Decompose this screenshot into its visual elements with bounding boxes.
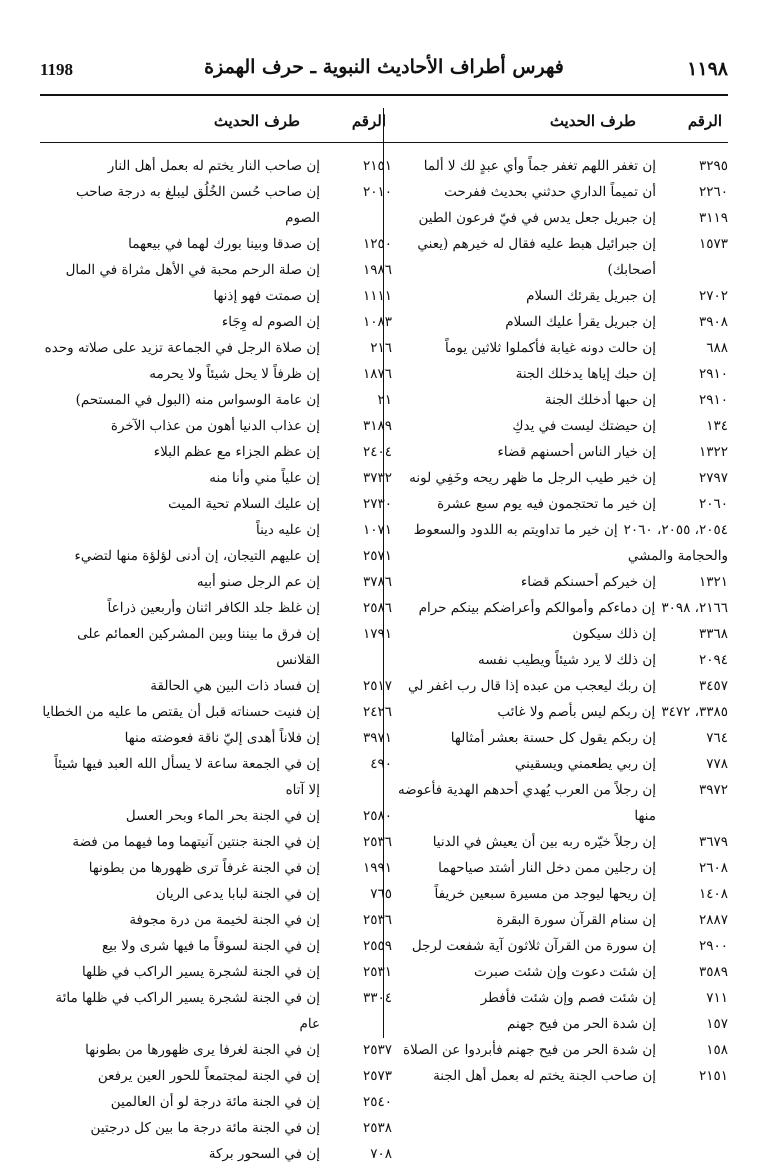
entry-number: ٣٧٣٢ [362,470,392,486]
entry-hadith-text: إن في الجنة مائة درجة ما بين كل درجتين [90,1120,320,1136]
entry-number: ٢٩٠٠ [698,938,728,954]
index-entry [376,699,728,725]
entry-number: ٢٥٣٧ [362,1042,392,1058]
index-entry [40,1089,392,1115]
entry-number: ١٣٢١ [698,574,728,590]
index-entry [40,361,392,387]
entry-hadith-text: إن في السحور بركة [208,1146,320,1162]
entry-number: ٢٤٢٦ [362,704,392,720]
page-title: فهرس أطراف الأحاديث النبوية ـ حرف الهمزة [204,56,564,78]
entry-number: ٢١٦ [370,340,392,356]
entry-hadith-text: إن فنيت حسناته قبل أن يقتص ما عليه من الخطايا [42,704,320,720]
index-entry [40,543,392,569]
entry-hadith-text: إن غلظ جلد الكافر اثنان وأربعين ذراعاً [107,600,320,616]
entry-number: ٣٩٧١ [362,730,392,746]
left-column [40,108,392,1167]
entry-number: ٢٥٣١ [362,964,392,980]
entry-number: ٢٥٣٦ [362,912,392,928]
index-entry [40,439,392,465]
entry-hadith-text: إن صلاة الرجل في الجماعة تزيد على صلاته وحده [44,340,320,356]
index-entry [376,517,728,569]
entry-number: ١٩٨٦ [362,262,392,278]
entry-hadith-text: إن صاحب الجنة يختم له بعمل أهل الجنة [433,1068,656,1084]
index-entry [40,231,392,257]
index-entry [40,621,392,673]
number-column-label: الرقم [687,112,722,130]
entry-hadith-text: إن تغفر اللهم تغفر جماً وأي عبدٍ لك لا ألما [423,158,656,174]
entry-hadith-text: إن سنام القرآن سورة البقرة [496,912,656,928]
entry-hadith-text: إن عليه ديناً [255,522,320,538]
index-entry [376,881,728,907]
entry-hadith-text: إن جبريل يقرأ عليك السلام [505,314,656,330]
index-entry [40,803,392,829]
index-entry [376,153,728,179]
entry-hadith-text: إن خير ما تداويتم به اللدود والسعوط والحجامة والمشي [413,522,728,564]
entry-hadith-text: إن في الجنة بحر الماء وبحر العسل [125,808,320,824]
entry-number: ٢٩١٠ [698,392,728,408]
entry-number: ٢٥٤٠ [362,1094,392,1110]
entry-hadith-text: إن ربكم يقول كل حسنة بعشر أمثالها [450,730,656,746]
index-entry [376,439,728,465]
index-entry [376,387,728,413]
index-entry [40,699,392,725]
index-entry [376,465,728,491]
index-entry [376,335,728,361]
entry-hadith-text: إن ريحها ليوجد من مسيرة سبعين خريفاً [434,886,656,902]
index-entry [40,1141,392,1167]
entry-number: ١٠٨٣ [362,314,392,330]
entry-number: ٤٩٠ [370,756,392,772]
entry-hadith-text: إن ربك ليعجب من عبده إذا قال رب اغفر لي [408,678,656,694]
entry-hadith-text: إن عذاب الدنيا أهون من عذاب الآخرة [110,418,320,434]
entry-hadith-text: إن خيركم أحسنكم قضاء [520,574,656,590]
index-entry [40,179,392,231]
entry-hadith-text: إن عظم الجزاء مع عظم البلاء [153,444,320,460]
index-entry [376,283,728,309]
entry-number: ١٤٠٨ [698,886,728,902]
index-entry [376,673,728,699]
index-entry [40,387,392,413]
index-entry [376,491,728,517]
entry-hadith-text: إن خير ما تحتجمون فيه يوم سبع عشرة [437,496,656,512]
header-rule [40,94,728,96]
entry-hadith-text: إن ذلك سيكون [572,626,656,642]
index-entry [40,335,392,361]
entry-number: ٢٥١٧ [362,678,392,694]
entry-number: ٢١ [377,392,392,408]
entry-hadith-text: إن عم الرجل صنو أبيه [196,574,320,590]
entry-hadith-text: إن صدقا وبينا بورك لهما في بيعهما [128,236,320,252]
entry-number: ٣٣٠٤ [362,990,392,1006]
entry-number: ٢٤٠٤ [362,444,392,460]
entry-hadith-text: إن في الجمعة ساعة لا يسأل الله العبد فيها شيئاً إلا آتاه [54,756,320,798]
entry-number: ٢٥٥٩ [362,938,392,954]
index-entry [376,361,728,387]
index-entry [40,907,392,933]
entry-hadith-text: إن حيضتك ليست في يدكِ [512,418,656,434]
index-entry [40,569,392,595]
hadith-column-label: طرف الحديث [549,112,636,130]
left-column-header [40,108,392,143]
entry-number: ٣١١٩ [698,210,728,226]
entry-hadith-text: إن رجلاً خيّره ربه بين أن يعيش في الدنيا [432,834,656,850]
index-entry [40,1037,392,1063]
entry-hadith-text: إن علياً مني وأنا منه [209,470,320,486]
index-entry [40,881,392,907]
index-entry [40,725,392,751]
page-number-arabic: ١١٩٨ [687,58,728,80]
entry-hadith-text: إن حبك إياها يدخلك الجنة [515,366,656,382]
entry-number: ٣٣٨٥، ٣٤٧٢ [661,704,728,720]
entry-number: ٣٦٧٩ [698,834,728,850]
index-entry [40,1063,392,1089]
entry-number: ٢٦٠٨ [698,860,728,876]
entry-number: ٢٧٠٢ [698,288,728,304]
index-entry [40,465,392,491]
entry-number: ٣٥٨٩ [698,964,728,980]
entry-number: ٢٠٦٠ [698,496,728,512]
entry-number: ١٠٧١ [362,522,392,538]
index-entry [40,595,392,621]
page-header [40,56,728,90]
entry-number: ١٢٥٠ [362,236,392,252]
entry-hadith-text: إن في الجنة لغرفا يرى ظهورها من بطونها [85,1042,320,1058]
index-entry [40,1115,392,1141]
entry-hadith-text: إن ذلك لا يرد شيئاً ويطيب نفسه [478,652,656,668]
entry-hadith-text: إن جبريل جعل يدس في فيّ فرعون الطين [418,210,656,226]
entry-hadith-text: إن حالت دونه غيابة فأكملوا ثلاثين يوماً [445,340,656,356]
index-entry [376,777,728,829]
entry-number: ٢٥٧١ [362,548,392,564]
entry-hadith-text: إن حبها أدخلك الجنة [544,392,656,408]
entry-number: ٢٠١٠ [362,184,392,200]
index-entry [376,1063,728,1089]
entry-number: ٣١٨٩ [362,418,392,434]
entry-number: ٣٩٠٨ [698,314,728,330]
entry-hadith-text: إن في الجنة لسوقاً ما فيها شرى ولا بيع [101,938,320,954]
index-entry [40,985,392,1037]
index-entry [376,725,728,751]
page-number-latin: 1198 [40,60,74,79]
entry-number: ١٧٩١ [362,626,392,642]
entry-number: ١٨٧٦ [362,366,392,382]
number-column-label: الرقم [351,112,386,130]
index-entry [376,231,728,283]
index-entry [40,751,392,803]
index-entry [40,283,392,309]
index-entry [376,855,728,881]
index-entry [376,1011,728,1037]
entry-number: ٢٧٣٠ [362,496,392,512]
index-entry [40,257,392,283]
entry-hadith-text: إن صاحب النار يختم له بعمل أهل النار [107,158,320,174]
entry-hadith-text: إن شدة الحر من فيح جهنم فأبردوا عن الصلاة [403,1042,656,1058]
entry-hadith-text: إن خيار الناس أحسنهم قضاء [497,444,656,460]
entry-number: ٣٣٦٨ [698,626,728,642]
index-entry [376,179,728,205]
index-entry [40,673,392,699]
entry-number: ٢٥٣٦ [362,834,392,850]
index-entry [376,413,728,439]
entry-number: ١٥٨ [706,1042,728,1058]
entry-hadith-text: إن عليك السلام تحية الميت [168,496,320,512]
entry-hadith-text: إن الصوم له وِجَاء [221,314,320,330]
right-column-header [376,108,728,143]
entry-number: ٢٨٨٧ [698,912,728,928]
entry-number: ٧٠٨ [370,1146,392,1162]
entry-hadith-text: إن في الجنة لشجرة يسير الراكب في ظلها مائة عام [55,990,320,1032]
index-entry [376,829,728,855]
entry-hadith-text: إن فساد ذات البين هي الحالقة [150,678,320,694]
index-entry [376,959,728,985]
entry-hadith-text: إن عليهم التيجان، إن أدنى لؤلؤة منها لتضيء [74,548,320,564]
entry-hadith-text: إن دماءكم وأموالكم وأعراضكم بينكم حرام [418,600,656,616]
index-entry [376,933,728,959]
index-entry [40,309,392,335]
index-entry [376,647,728,673]
entry-hadith-text: إن رجلين ممن دخل النار أشتد صياحهما [438,860,656,876]
index-entry [376,569,728,595]
index-entry [40,933,392,959]
entry-number: ١٥٧ [706,1016,728,1032]
entry-number: ٢٢٦٠ [698,184,728,200]
entry-number: ٢٥٨٠ [362,808,392,824]
entry-hadith-text: إن رجلاً من العرب يُهدي أحدهم الهدية فأعوضه منها [397,782,656,824]
entry-hadith-text: إن ربي يطعمني ويسقيني [514,756,656,772]
index-entry [376,1037,728,1063]
entry-hadith-text: إن صاحب حُسن الخُلُق ليبلغ به درجة صاحب الصوم [75,184,320,226]
entry-hadith-text: إن صمتت فهو إذنها [213,288,320,304]
entry-hadith-text: إن في الجنة غرفاً ترى ظهورها من بطونها [88,860,320,876]
entry-hadith-text: إن جبريل يقرئك السلام [526,288,656,304]
index-entry [376,907,728,933]
entry-number: ١٣٢٢ [698,444,728,460]
index-entry [40,413,392,439]
entry-number: ٣٤٥٧ [698,678,728,694]
entry-number: ٢٠٩٤ [698,652,728,668]
entry-hadith-text: إن في الجنة مائة درجة لو أن العالمين [110,1094,320,1110]
entry-number: ١٣٤ [706,418,728,434]
entry-hadith-text: إن في الجنة لخيمة من درة مجوفة [129,912,320,928]
entry-hadith-text: إن خير طيب الرجل ما ظهر ريحه وخَفِي لونه [409,470,656,486]
index-entry [376,621,728,647]
entry-hadith-text: إن في الجنة لبابا يدعى الريان [155,886,320,902]
entry-hadith-text: إن شدة الحر من فيح جهنم [507,1016,656,1032]
entry-number: ٣٩٧٢ [698,782,728,798]
entry-number: ٢٠٥٤، ٢٠٥٥، ٢٠٦٠ [623,522,728,538]
entry-number: ٣٢٩٥ [698,158,728,174]
entry-number: ٧٦٤ [706,730,728,746]
entry-hadith-text: إن فرق ما بيننا وبين المشركين العمائم على القلانس [77,626,320,668]
entry-hadith-text: إن ظرفاً لا يحل شيئاً ولا يحرمه [149,366,320,382]
entry-hadith-text: إن صلة الرحم محبة في الأهل مثراة في المال [65,262,320,278]
index-entry [40,491,392,517]
index-entry [40,829,392,855]
index-entry [376,205,728,231]
entry-number: ١٩٩١ [362,860,392,876]
entry-number: ٢١٦٦، ٣٠٩٨ [661,600,728,616]
entry-number: ٢٥٨٦ [362,600,392,616]
entry-hadith-text: إن في الجنة جنتين آنيتهما وما فيهما من فضة [72,834,320,850]
entry-hadith-text: إن عامة الوسواس منه (البول في المستحم) [75,392,320,408]
entry-number: ٧٧٨ [706,756,728,772]
index-entry [40,959,392,985]
entry-hadith-text: إن شئت دعوت وإن شئت صبرت [473,964,656,980]
index-entry [40,517,392,543]
index-entry [376,751,728,777]
entry-hadith-text: أن تميماً الداري حدثني بحديث ففرحت [444,184,656,200]
index-entry [40,855,392,881]
index-entry [376,985,728,1011]
right-column [376,108,728,1089]
entry-number: ٦٨٨ [706,340,728,356]
entry-number: ٢٥٣٨ [362,1120,392,1136]
entry-number: ٢١٥١ [362,158,392,174]
index-entry [376,309,728,335]
entry-hadith-text: إن شئت فصم وإن شئت فأفطر [480,990,656,1006]
right-column-entries [376,153,728,1089]
entry-number: ٧١١ [706,990,728,1006]
entry-number: ٢٧٩٧ [698,470,728,486]
entry-hadith-text: إن ربكم ليس بأصم ولا غائب [497,704,656,720]
index-entry [40,153,392,179]
entry-number: ١٥٧٣ [698,236,728,252]
entry-hadith-text: إن في الجنة لشجرة يسير الراكب في ظلها [81,964,320,980]
entry-hadith-text: إن في الجنة لمجتمعاً للحور العين يرفعن [97,1068,320,1084]
entry-number: ٣٧٨٦ [362,574,392,590]
entry-number: ٢٩١٠ [698,366,728,382]
entry-hadith-text: إن فلاناً أهدى إليّ ناقة فعوضته منها [124,730,320,746]
entry-number: ٢٥٧٣ [362,1068,392,1084]
entry-hadith-text: إن جبرائيل هبط عليه فقال له خيرهم (يعني أصحابك) [417,236,656,278]
entry-number: ٧٦٥ [370,886,392,902]
entry-number: ٢١٥١ [698,1068,728,1084]
hadith-column-label: طرف الحديث [213,112,300,130]
index-entry [376,595,728,621]
left-column-entries [40,153,392,1167]
entry-hadith-text: إن سورة من القرآن ثلاثون آية شفعت لرجل [411,938,656,954]
entry-number: ١١١١ [362,288,392,304]
